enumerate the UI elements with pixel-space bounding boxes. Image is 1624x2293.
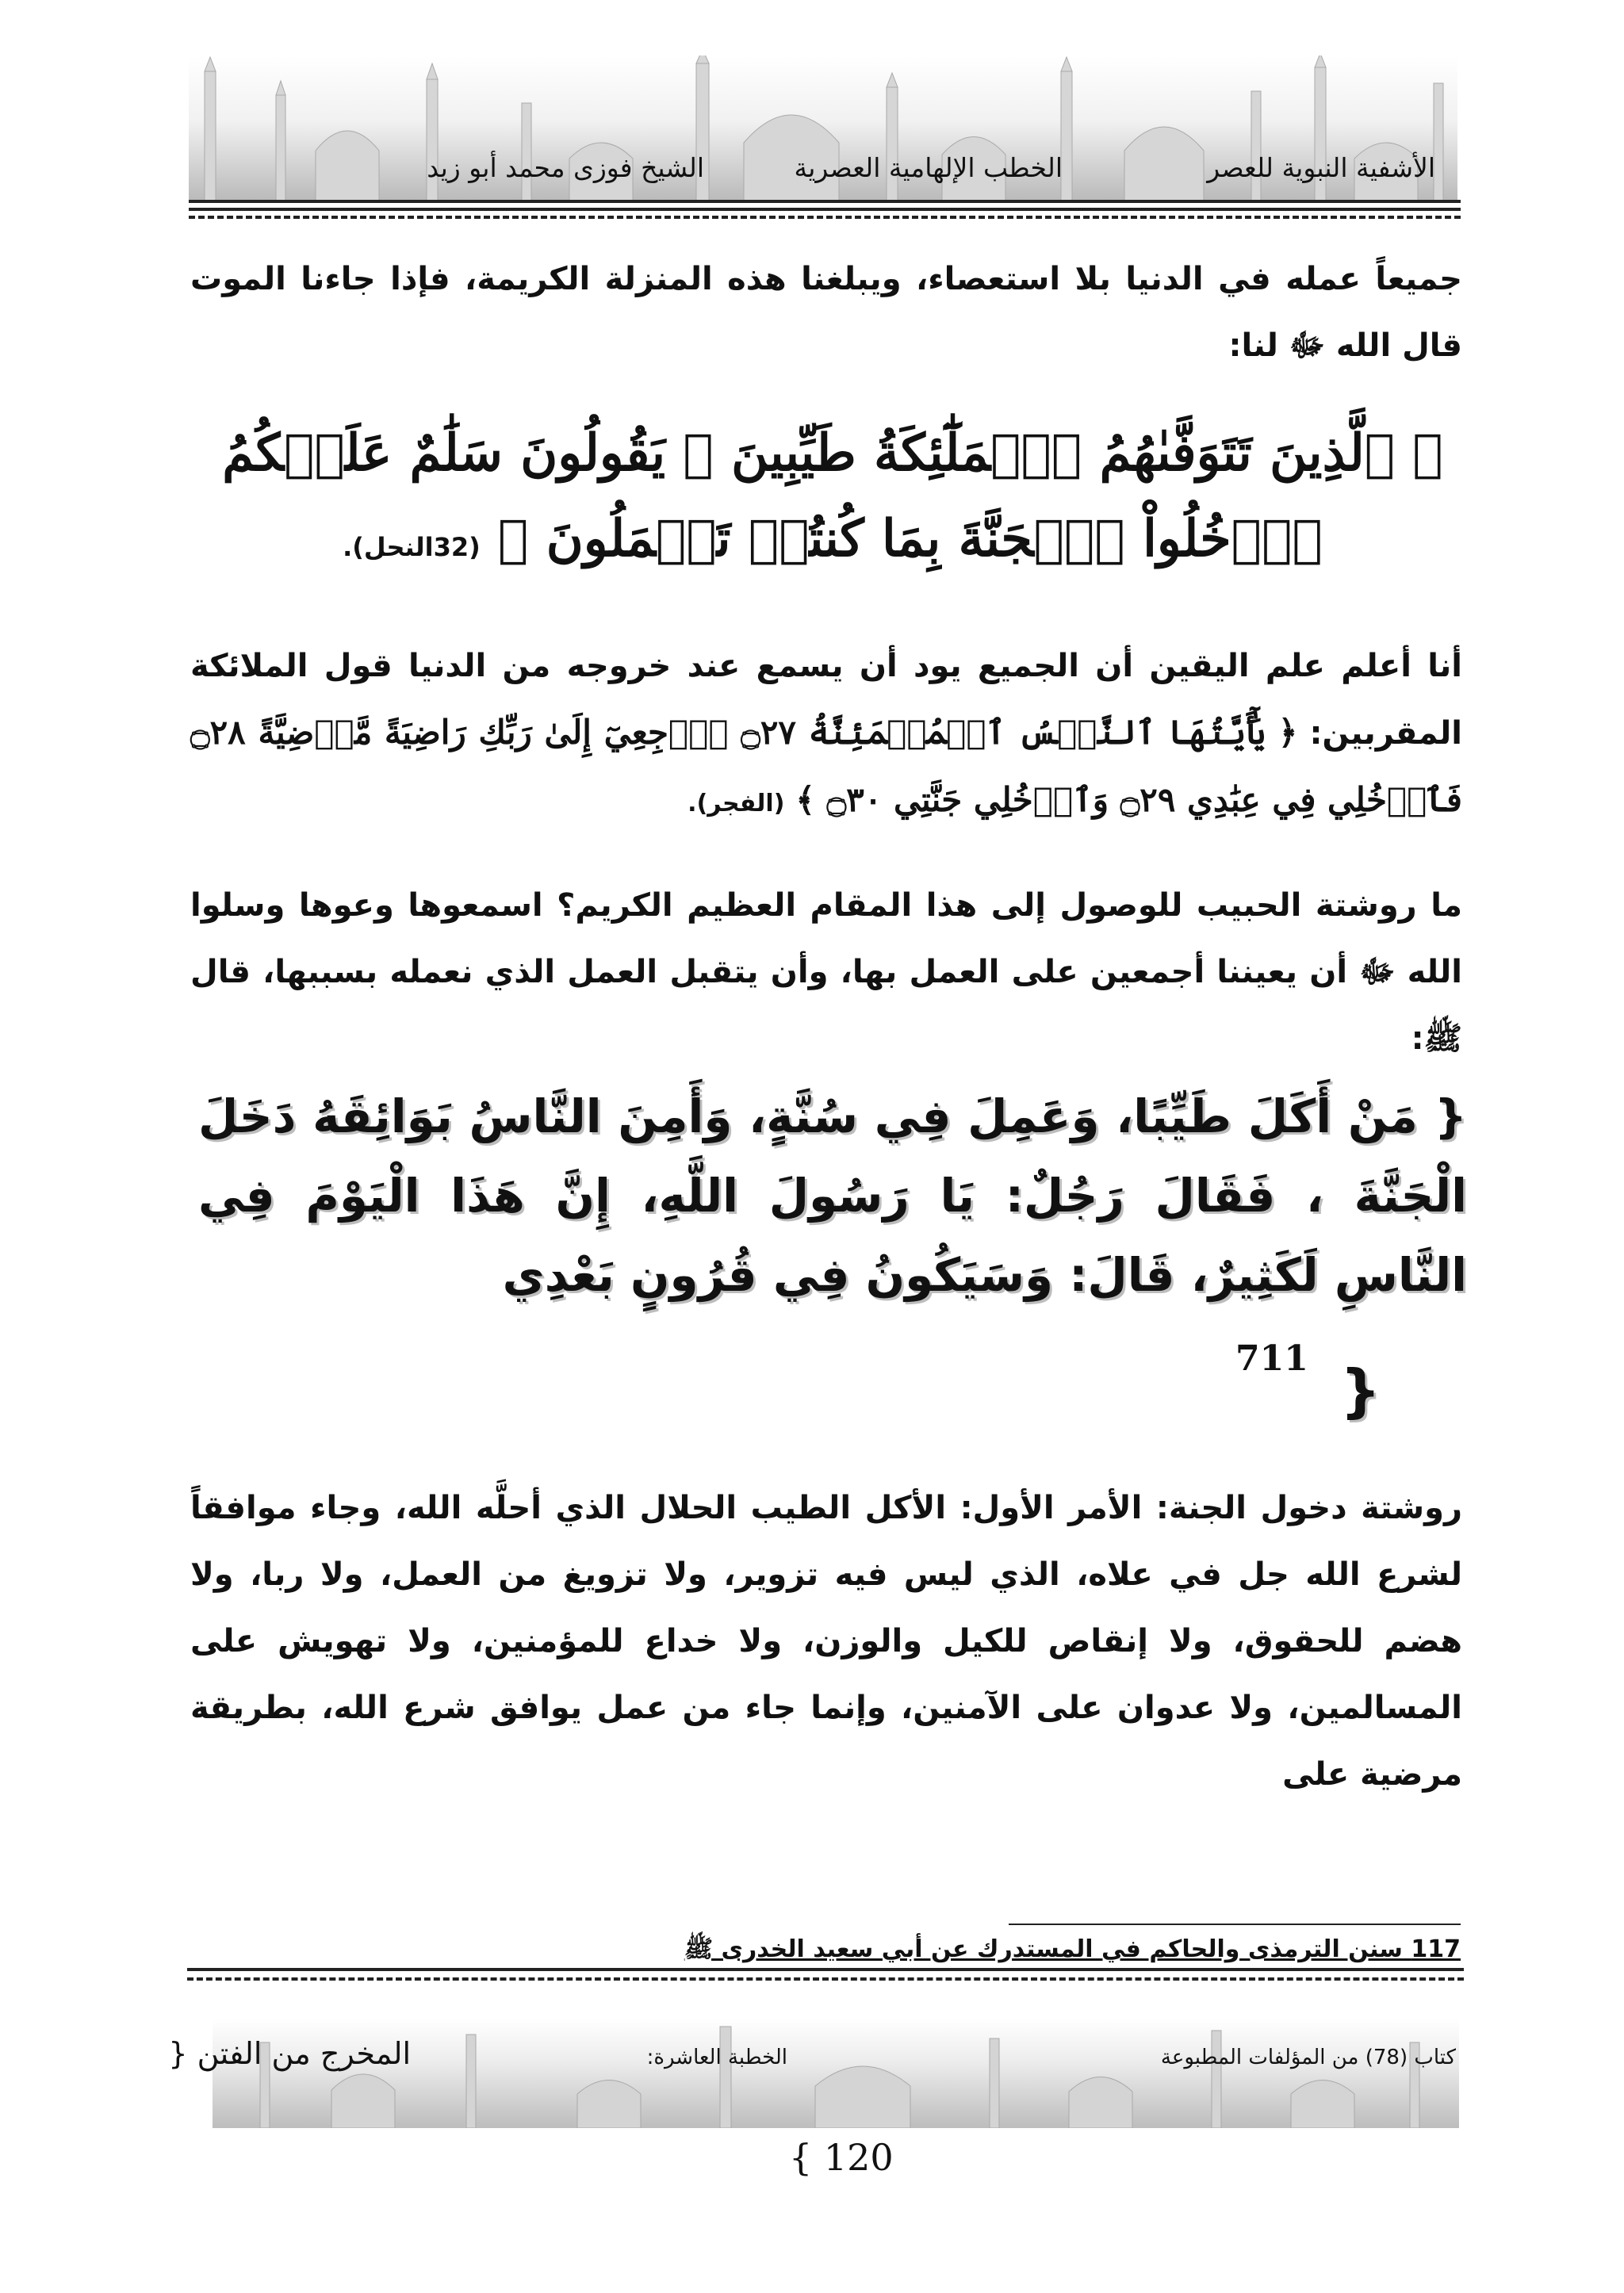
footnote-text: 117 سنن الترمذى والحاكم في المستدرك عن أبي سعيد الخدرى ﷺ [684, 1935, 1461, 1963]
quran-verse-1-line-2-wrap [206, 498, 1459, 588]
paragraph-4: روشتة دخول الجنة: الأمر الأول: الأكل الطيب الحلال الذي أحلَّه الله، وجاء موافقاً لشرع الله جل في علاه، الذي ليس فيه تزوير، ولا تزويغ من العمل، ولا ربا، ولا هضم للحقوق، ولا إنقاص للكيل والوزن، ولا خداع للمؤمنين، ولا تهويش على المسالمين، ولا عدوان على الآمنين، وإنما جاء من عمل يوافق شرع الله، بطريقة مرضية على [190, 1490, 1462, 1793]
header-rule-double [189, 208, 1461, 211]
footer-rule [187, 1968, 1464, 1971]
header-rule [189, 200, 1461, 203]
footer-banner [213, 2019, 1459, 2128]
footer-sermon-title: المخرج من الفتن { [168, 2036, 411, 2071]
footer-mosque-silhouette-icon [213, 2019, 1459, 2128]
header-title-left: الشيخ فوزى محمد أبو زيد [427, 152, 704, 183]
quran-verse-1-line-2: ٱدۡخُلُواْ ٱلۡجَنَّةَ بِمَا كُنتُمۡ تَعۡمَلُونَ ﴾ [498, 509, 1323, 568]
header-title-middle: الخطب الإلهامية العصرية [794, 152, 1063, 183]
quran-verse-2-reference: (الفجر). [688, 790, 785, 817]
paragraph-3: ما روشتة الحبيب للوصول إلى هذا المقام العظيم الكريم؟ اسمعوها وعوها وسلوا الله ﷻ أن يعيننا أجمعين على العمل بها، وأن يتقبل العمل الذي نعمله بسببها، قال ﷺ: [190, 887, 1462, 1057]
quran-verse-2: ﴿ يَٰٓأَيَّتُهَا ٱلنَّفۡسُ ٱلۡمُطۡمَئِنَّةُ ۝٢٧ ٱرۡجِعِيٓ إِلَىٰ رَبِّكِ رَاضِيَةً مَّرۡضِيَّةً ۝٢٨ فَٱدۡخُلِي فِي عِبَٰدِي ۝٢٩ وَٱدۡخُلِي جَنَّتِي ۝٣٠ ﴾ [190, 713, 1462, 819]
footnote-separator [1009, 1924, 1461, 1925]
header-title-right: الأشفية النبوية للعصر [1207, 152, 1435, 183]
footer-rule-dashed [187, 1977, 1464, 1981]
paragraph-2 [190, 633, 1462, 837]
quran-verse-1-reference: (32النحل). [343, 532, 481, 562]
footer-sermon-label: الخطبة العاشرة: [646, 2046, 787, 2069]
quran-verse-1-line-1: ﴿ ٱلَّذِينَ تَتَوَفَّىٰهُمُ ٱلۡمَلَٰٓئِكَةُ طَيِّبِينَ ۙ يَقُولُونَ سَلَٰمٌ عَلَيۡكُمُ [222, 423, 1443, 483]
paragraph-2-text: أنا أعلم علم اليقين أن الجميع يود أن يسمع عند خروجه من الدنيا قول الملائكة المقربين: [190, 648, 1462, 752]
footer-book-label: كتاب (78) من المؤلفات المطبوعة [1160, 2046, 1456, 2069]
footnote-marker: 711 [1235, 1338, 1308, 1379]
page-number: { 120 [789, 2136, 894, 2179]
header-rule-dashed [189, 216, 1461, 219]
hadith-text: { مَنْ أَكَلَ طَيِّبًا، وَعَمِلَ فِي سُنَّةٍ، وَأَمِنَ النَّاسُ بَوَائِقَهُ دَخَلَ الْجَنَّةَ ، فَقَالَ رَجُلٌ: يَا رَسُولَ اللَّهِ، إِنَّ هَذَا الْيَوْمَ فِي النَّاسِ لَكَثِيرٌ، قَالَ: وَسَيَكُونُ فِي قُرُونٍ بَعْدِي [198, 1089, 1467, 1302]
paragraph-1: جميعاً عمله في الدنيا بلا استعصاء، ويبلغنا هذه المنزلة الكريمة، فإذا جاءنا الموت قال الله ﷻ لنا: [190, 261, 1462, 364]
hadith-close-brace: } [1340, 1357, 1381, 1424]
